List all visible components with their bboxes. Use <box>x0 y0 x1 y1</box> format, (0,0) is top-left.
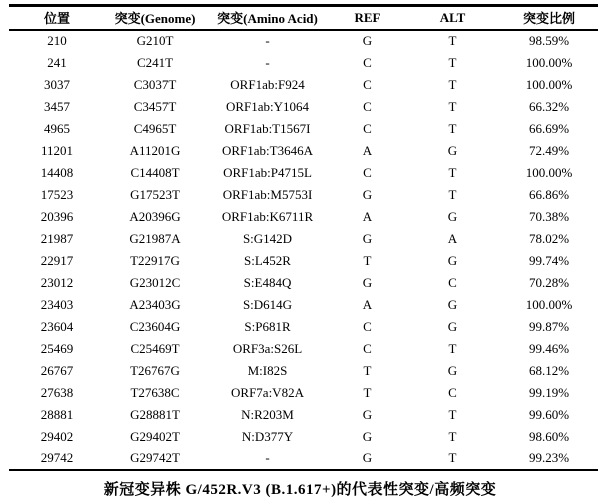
table-cell-mutation-genome: C241T <box>136 54 174 70</box>
table-row <box>9 448 598 470</box>
table-cell-mutation-amino-acid: ORF1ab:M5753I <box>222 186 313 202</box>
table-cell-mutation-ratio: 98.60% <box>528 428 570 444</box>
table-cell-mutation-ratio: 100.00% <box>525 54 573 70</box>
table-cell-alt: A <box>447 230 458 246</box>
table-cell-position: 210 <box>47 33 67 48</box>
table-cell-mutation-genome: A23403G <box>129 296 181 312</box>
table-cell-ref: A <box>362 142 373 158</box>
table-cell-mutation-amino-acid: S:L452R <box>244 252 291 268</box>
table-cell-position: 20396 <box>40 208 74 224</box>
table-cell-mutation-amino-acid: S:P681R <box>244 318 291 334</box>
table-cell-mutation-ratio: 66.32% <box>528 98 570 114</box>
table-row <box>9 162 598 184</box>
table-cell-mutation-genome: G29402T <box>130 428 180 444</box>
table-cell-alt: G <box>447 362 458 378</box>
table-cell-ref: G <box>362 33 373 48</box>
table-cell-position: 17523 <box>40 186 74 202</box>
table-cell-mutation-ratio: 78.02% <box>528 230 570 246</box>
table-cell-position: 14408 <box>40 164 74 180</box>
table-row <box>9 30 598 52</box>
table-cell-mutation-ratio: 99.74% <box>528 252 570 268</box>
column-header-ref: REF <box>330 6 405 30</box>
table-cell-mutation-ratio: 99.87% <box>528 318 570 334</box>
table-row <box>9 52 598 74</box>
table-cell-position: 29402 <box>40 428 74 444</box>
table-cell-alt: T <box>448 76 457 92</box>
table-cell-mutation-genome: G21987A <box>129 230 181 246</box>
table-cell-ref: T <box>363 384 372 400</box>
table-cell-position: 26767 <box>40 362 74 378</box>
table-row <box>9 206 598 228</box>
table-row <box>9 250 598 272</box>
table-cell-mutation-ratio: 72.49% <box>528 142 570 158</box>
table-cell-mutation-ratio: 99.46% <box>528 340 570 356</box>
table-cell-mutation-genome: G210T <box>136 33 174 48</box>
table-cell-position: 11201 <box>40 142 74 158</box>
table-row <box>9 74 598 96</box>
table-cell-mutation-genome: G17523T <box>130 186 180 202</box>
table-cell-ref: C <box>363 76 372 92</box>
column-header-mutation-ratio: 突变比例 <box>500 6 598 30</box>
table-cell-alt: T <box>448 406 457 422</box>
table-cell-ref: C <box>363 340 372 356</box>
table-cell-ref: G <box>362 230 373 246</box>
table-cell-mutation-genome: C25469T <box>130 340 180 356</box>
table-cell-alt: T <box>448 98 457 114</box>
table-cell-position: 27638 <box>40 384 74 400</box>
table-cell-mutation-ratio: 100.00% <box>525 164 573 180</box>
table-body <box>9 30 598 470</box>
table-cell-alt: T <box>448 340 457 356</box>
table-cell-mutation-ratio: 100.00% <box>525 76 573 92</box>
column-header-alt: ALT <box>405 6 500 30</box>
table-cell-mutation-amino-acid: ORF7a:V82A <box>231 384 304 400</box>
table-cell-position: 23604 <box>40 318 74 334</box>
table-row <box>9 140 598 162</box>
table-cell-position: 3457 <box>44 98 70 114</box>
table-cell-mutation-genome: C14408T <box>130 164 180 180</box>
table-cell-mutation-genome: C3037T <box>133 76 177 92</box>
table-row <box>9 338 598 360</box>
table-cell-alt: T <box>448 54 457 70</box>
table-cell-ref: C <box>363 98 372 114</box>
table-cell-ref: G <box>362 274 373 290</box>
table-cell-mutation-genome: T26767G <box>130 362 180 378</box>
table-cell-mutation-ratio: 66.86% <box>528 186 570 202</box>
table-cell-position: 3037 <box>44 76 70 92</box>
table-cell-ref: G <box>362 406 373 422</box>
table-cell-mutation-genome: G29742T <box>105 448 205 470</box>
table-cell-alt: G <box>447 296 458 312</box>
table-cell-mutation-genome: T27638C <box>130 384 180 400</box>
table-cell-position: 28881 <box>40 406 74 422</box>
table-cell-ref: C <box>363 318 372 334</box>
table-cell-position: 22917 <box>40 252 74 268</box>
table-cell-mutation-amino-acid: ORF3a:S26L <box>232 340 303 356</box>
table-cell-mutation-ratio: 70.28% <box>528 274 570 290</box>
table-cell-mutation-amino-acid: - <box>265 33 270 48</box>
table-row <box>9 228 598 250</box>
table-cell-ref: A <box>362 296 373 312</box>
table-cell-position: 4965 <box>44 120 70 136</box>
table-cell-mutation-amino-acid: N:R203M <box>241 406 294 422</box>
table-cell-ref: T <box>363 252 372 268</box>
table-row <box>9 404 598 426</box>
table-cell-position: 241 <box>47 54 67 70</box>
table-cell-mutation-amino-acid: S:E484Q <box>243 274 292 290</box>
table-cell-mutation-amino-acid: ORF1ab:T3646A <box>222 142 313 158</box>
table-cell-mutation-ratio: 70.38% <box>528 208 570 224</box>
table-cell-alt: T <box>405 448 500 470</box>
table-cell-ref: T <box>363 362 372 378</box>
table-cell-mutation-ratio: 68.12% <box>528 362 570 378</box>
table-cell-mutation-amino-acid: - <box>265 54 270 70</box>
table-cell-mutation-amino-acid: ORF1ab:Y1064 <box>225 98 310 114</box>
header-row <box>9 6 598 30</box>
table-cell-position: 21987 <box>40 230 74 246</box>
table-row <box>9 294 598 316</box>
table-cell-position: 29742 <box>9 448 105 470</box>
table-row <box>9 272 598 294</box>
table-cell-alt: T <box>448 186 457 202</box>
table-cell-mutation-ratio: 98.59% <box>528 33 570 48</box>
mutation-table <box>9 4 598 471</box>
table-row <box>9 118 598 140</box>
table-caption: 新冠变异株 G/452R.V3 (B.1.617+)的代表性突变/高频突变 <box>103 481 497 498</box>
table-cell-mutation-genome: A20396G <box>129 208 181 224</box>
table-cell-mutation-amino-acid: ORF1ab:T1567I <box>224 120 311 136</box>
table-cell-alt: G <box>447 252 458 268</box>
table-cell-mutation-amino-acid: ORF1ab:K6711R <box>221 208 314 224</box>
table-cell-mutation-ratio: 100.00% <box>525 296 573 312</box>
table-cell-mutation-genome: G23012C <box>129 274 181 290</box>
table-cell-mutation-amino-acid: ORF1ab:P4715L <box>223 164 312 180</box>
table-cell-mutation-amino-acid: S:D614G <box>242 296 293 312</box>
table-cell-mutation-genome: C4965T <box>133 120 177 136</box>
column-header-position: 位置 <box>9 6 105 30</box>
table-cell-position: 23403 <box>40 296 74 312</box>
table-cell-alt: C <box>448 274 457 290</box>
table-header <box>9 6 598 30</box>
column-header-mutation-amino-acid: 突变(Amino Acid) <box>205 6 330 30</box>
table-cell-alt: T <box>448 120 457 136</box>
table-cell-position: 23012 <box>40 274 74 290</box>
table-cell-alt: T <box>448 33 457 48</box>
table-cell-alt: G <box>447 208 458 224</box>
table-cell-mutation-genome: G28881T <box>130 406 180 422</box>
table-cell-ref: C <box>363 120 372 136</box>
table-cell-mutation-ratio: 99.19% <box>528 384 570 400</box>
table-cell-mutation-genome: A11201G <box>129 142 181 158</box>
table-cell-mutation-genome: T22917G <box>130 252 180 268</box>
table-cell-position: 25469 <box>40 340 74 356</box>
table-cell-mutation-genome: C23604G <box>129 318 181 334</box>
table-cell-alt: T <box>448 428 457 444</box>
table-row <box>9 316 598 338</box>
table-cell-mutation-ratio: 99.60% <box>528 406 570 422</box>
table-cell-ref: G <box>362 186 373 202</box>
table-cell-ref: A <box>362 208 373 224</box>
table-cell-ref: G <box>362 428 373 444</box>
table-cell-ref: G <box>330 448 405 470</box>
table-cell-alt: G <box>447 318 458 334</box>
table-cell-mutation-amino-acid: S:G142D <box>242 230 293 246</box>
table-cell-mutation-amino-acid: - <box>205 448 330 470</box>
table-cell-mutation-amino-acid: ORF1ab:F924 <box>230 76 305 92</box>
table-cell-mutation-genome: C3457T <box>133 98 177 114</box>
table-cell-mutation-ratio: 99.23% <box>500 448 598 470</box>
table-row <box>9 360 598 382</box>
table-cell-alt: G <box>447 142 458 158</box>
column-header-mutation-genome: 突变(Genome) <box>105 6 205 30</box>
table-cell-ref: C <box>363 54 372 70</box>
table-row <box>9 96 598 118</box>
table-cell-mutation-amino-acid: M:I82S <box>247 362 288 378</box>
table-cell-alt: C <box>448 384 457 400</box>
table-cell-ref: C <box>363 164 372 180</box>
table-cell-alt: T <box>448 164 457 180</box>
table-cell-mutation-amino-acid: N:D377Y <box>241 428 294 444</box>
table-row <box>9 426 598 448</box>
table-row <box>9 184 598 206</box>
table-cell-mutation-ratio: 66.69% <box>528 120 570 136</box>
table-row <box>9 382 598 404</box>
